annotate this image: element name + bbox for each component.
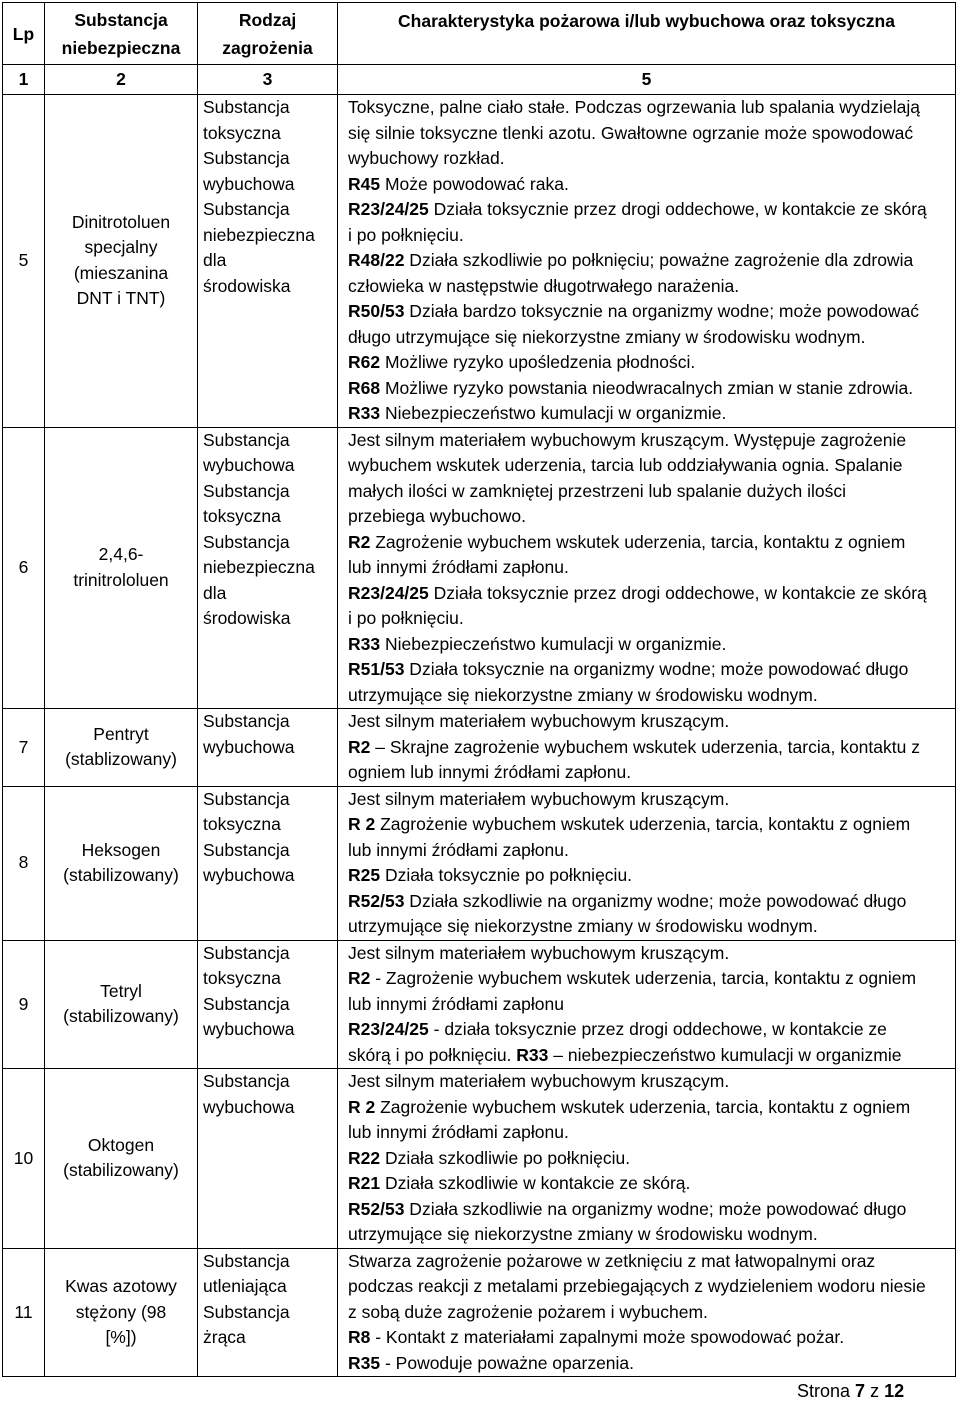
risk-phrase-code: R33 (516, 1044, 549, 1065)
description-text: – niebezpieczeństwo kumulacji w organizmie (548, 1044, 902, 1065)
description-line (348, 1325, 949, 1351)
description-line (348, 1351, 949, 1377)
footer-prefix: Strona (797, 1381, 856, 1401)
description-text: lub innymi źródłami zapłonu. (348, 1122, 569, 1142)
hazard-type-line: toksyczna (203, 968, 281, 988)
description-line (348, 1171, 949, 1197)
description-line (348, 657, 949, 683)
description-text: wybuchowy rozkład. (348, 148, 505, 168)
description-text: - działa toksycznie przez drogi oddechowe, w kontakcie ze (428, 1019, 887, 1039)
description-text: Działa szkodliwie na organizmy wodne; może powodować długo (404, 890, 907, 911)
description-line (348, 121, 949, 147)
description-text: Działa toksycznie przez drogi oddechowe, w kontakcie ze skórą (428, 199, 927, 219)
description-text: utrzymujące się niekorzystne zmiany w środowisku wodnym. (348, 1224, 818, 1244)
table-row (3, 786, 956, 940)
substance-name-line: Dinitrotoluen (71, 211, 171, 232)
description-text: Niebezpieczeństwo kumulacji w organizmie. (380, 403, 727, 423)
risk-phrase-code: R33 (348, 633, 381, 654)
table-body (3, 95, 956, 1377)
description-text: wybuchem wskutek uderzenia, tarcia lub oddziaływania ognia. Spalanie (348, 455, 903, 475)
description-text: małych ilości w zamkniętej przestrzeni lub spalanie dużych ilości (348, 480, 846, 501)
description-text: Zagrożenie wybuchem wskutek uderzenia, tarcia, kontaktu z ogniem (375, 814, 911, 834)
description-text: - Powoduje poważne oparzenia. (380, 1352, 635, 1373)
risk-phrase-code: R51/53 (348, 659, 405, 679)
description-text: i po połknięciu. (348, 608, 464, 628)
description-line (348, 632, 949, 658)
description-text: lub innymi źródłami zapłonu. (348, 557, 569, 577)
description-line (348, 606, 949, 632)
description-line (348, 248, 949, 274)
hazard-type-line: toksyczna (203, 814, 281, 834)
risk-phrase-code: R21 (348, 1173, 381, 1193)
substance-name (45, 427, 198, 709)
hazard-type-line: Substancja (203, 1250, 290, 1271)
hazard-type-line: Substancja (203, 148, 290, 168)
hazard-type-line: Substancja (203, 480, 290, 501)
description-line (348, 941, 949, 967)
description-text: Działa toksycznie po połknięciu. (380, 865, 633, 885)
colnum-1: 1 (3, 65, 45, 95)
risk-phrase-code: R50/53 (348, 301, 405, 321)
description-text: i po połknięciu. (348, 224, 464, 245)
hazard-type (198, 95, 338, 428)
description-text: się silnie toksyczne tlenki azotu. Gwałtowne ogrzanie może spowodować (348, 122, 914, 143)
hazard-type (198, 427, 338, 709)
description-line (348, 1017, 949, 1043)
hazard-type-line: Substancja (203, 1301, 290, 1322)
column-number-row (3, 65, 956, 95)
risk-phrase-code: R62 (348, 352, 381, 372)
substance-name-line: (stabilizowany) (63, 1006, 179, 1027)
header-lp: Lp (3, 3, 45, 65)
description-line (348, 760, 949, 786)
substance-name-line: specjalny (84, 237, 158, 258)
description-line (348, 735, 949, 761)
risk-phrase-code: R2 (348, 968, 371, 988)
row-number: 6 (3, 427, 45, 709)
hazard-type-line: Substancja (203, 1071, 290, 1091)
description-line (348, 504, 949, 530)
hazard-type-line: wybuchowa (203, 865, 295, 885)
table-row (3, 95, 956, 428)
description-text: Toksyczne, palne ciało stałe. Podczas ogrzewania lub spalania wydzielają (348, 97, 920, 117)
description-line (348, 299, 949, 325)
substance-name-line: Oktogen (87, 1134, 155, 1155)
description-text: – Skrajne zagrożenie wybuchem wskutek uderzenia, tarcia, kontaktu z (370, 736, 920, 757)
description-line (348, 1069, 949, 1095)
substance-name-line: (stabilizowany) (63, 1160, 179, 1181)
hazard-type (198, 940, 338, 1069)
row-number: 8 (3, 786, 45, 940)
risk-phrase-code: R2 (348, 531, 371, 552)
risk-phrase-code: R45 (348, 173, 381, 194)
table-row (3, 709, 956, 787)
substance-name-line: [%]) (105, 1327, 137, 1347)
description-line (348, 1146, 949, 1172)
risk-phrase-code: R23/24/25 (348, 1019, 429, 1039)
hazard-type-line: Substancja (203, 839, 290, 860)
risk-phrase-code: R 2 (348, 814, 376, 834)
risk-phrase-code: R2 (348, 736, 371, 757)
description-line (348, 1120, 949, 1146)
hazard-type-line: Substancja (203, 97, 290, 117)
description-text: utrzymujące się niekorzystne zmiany w środowisku wodnym. (348, 916, 818, 936)
description-text: utrzymujące się niekorzystne zmiany w środowisku wodnym. (348, 684, 818, 705)
description-line (348, 709, 949, 735)
description-line (348, 966, 949, 992)
risk-phrase-code: R35 (348, 1352, 381, 1373)
table-row (3, 940, 956, 1069)
hazard-type-line: toksyczna (203, 122, 281, 143)
hazard-description (338, 1069, 956, 1249)
risk-phrase-code: R23/24/25 (348, 199, 429, 219)
description-text: Jest silnym materiałem wybuchowym kruszącym. (348, 942, 730, 963)
colnum-5: 5 (338, 65, 956, 95)
hazard-type-line: Substancja (203, 711, 290, 731)
footer-mid: z (865, 1381, 885, 1401)
colnum-2: 2 (45, 65, 198, 95)
risk-phrase-code: R52/53 (348, 1198, 405, 1219)
substance-name-line: Heksogen (81, 839, 161, 860)
risk-phrase-code: R68 (348, 377, 381, 398)
description-line (348, 1300, 949, 1326)
substance-name (45, 940, 198, 1069)
header-row (3, 3, 956, 65)
description-line (348, 914, 949, 940)
substance-name-line: Kwas azotowy (65, 1276, 177, 1296)
substance-name (45, 95, 198, 428)
description-line (348, 274, 949, 300)
hazard-type-line: toksyczna (203, 506, 281, 526)
description-line (348, 1197, 949, 1223)
description-text: z sobą duże zagrożenie pożarem i wybuchem. (348, 1301, 708, 1322)
hazard-type-line: wybuchowa (203, 173, 295, 194)
row-number: 11 (3, 1248, 45, 1377)
hazard-description (338, 786, 956, 940)
description-text: ogniem lub innymi źródłami zapłonu. (348, 762, 632, 782)
description-line (348, 1095, 949, 1121)
header-substance: Substancja niebezpieczna (45, 3, 198, 65)
description-text: Działa szkodliwie na organizmy wodne; może powodować długo (404, 1198, 907, 1219)
description-text: Możliwe ryzyko powstania nieodwracalnych zmian w stanie zdrowia. (380, 377, 914, 398)
description-text: Działa bardzo toksycznie na organizmy wodne; może powodować (404, 301, 920, 321)
hazard-description (338, 1248, 956, 1377)
description-text: Działa szkodliwie w kontakcie ze skórą. (380, 1173, 691, 1193)
row-number: 10 (3, 1069, 45, 1249)
description-text: Jest silnym materiałem wybuchowym kruszącym. (348, 788, 730, 809)
header-hazard: Rodzaj zagrożenia (198, 3, 338, 65)
description-line (348, 838, 949, 864)
hazard-type-line: Substancja (203, 993, 290, 1014)
hazard-type-line: niebezpieczna (203, 224, 315, 245)
hazard-table (2, 2, 956, 1377)
hazard-type-line: niebezpieczna (203, 557, 315, 577)
description-line (348, 863, 949, 889)
risk-phrase-code: R8 (348, 1327, 371, 1347)
description-line (348, 325, 949, 351)
hazard-type-line: środowiska (203, 275, 291, 296)
hazard-description (338, 427, 956, 709)
substance-name (45, 786, 198, 940)
footer-page: 7 (855, 1381, 866, 1401)
hazard-type-line: wybuchowa (203, 736, 295, 757)
description-line (348, 889, 949, 915)
description-line (348, 1274, 949, 1300)
description-line (348, 1249, 949, 1275)
description-line (348, 172, 949, 198)
hazard-description (338, 940, 956, 1069)
description-text: Zagrożenie wybuchem wskutek uderzenia, tarcia, kontaktu z ogniem (375, 1096, 911, 1117)
table-row (3, 1248, 956, 1377)
row-number: 7 (3, 709, 45, 787)
hazard-type-line: Substancja (203, 942, 290, 963)
hazard-type-line: wybuchowa (203, 455, 295, 475)
risk-phrase-code: R25 (348, 865, 381, 885)
hazard-type-line: dla (203, 582, 227, 603)
hazard-type-line: Substancja (203, 199, 290, 219)
hazard-type (198, 786, 338, 940)
hazard-type-line: dla (203, 250, 227, 270)
description-text: Możliwe ryzyko upośledzenia płodności. (380, 352, 696, 372)
substance-name-line: DNT i TNT) (76, 288, 166, 309)
description-line (348, 197, 949, 223)
description-line (348, 376, 949, 402)
description-line (348, 401, 949, 427)
substance-name-line: (stabilizowany) (63, 865, 179, 885)
hazard-type-line: żrąca (203, 1327, 246, 1347)
row-number: 9 (3, 940, 45, 1069)
description-line (348, 428, 949, 454)
description-line (348, 146, 949, 172)
description-text: Działa toksycznie na organizmy wodne; może powodować długo (404, 659, 909, 679)
hazard-type-line: Substancja (203, 788, 290, 809)
description-text: - Kontakt z materiałami zapalnymi może spowodować pożar. (370, 1327, 845, 1347)
footer-total: 12 (884, 1381, 905, 1401)
description-text: lub innymi źródłami zapłonu (348, 993, 564, 1014)
hazard-type (198, 709, 338, 787)
row-number: 5 (3, 95, 45, 428)
description-line (348, 1043, 949, 1069)
description-text: Działa szkodliwie po połknięciu. (380, 1147, 631, 1168)
description-line (348, 453, 949, 479)
description-text: Jest silnym materiałem wybuchowym kruszącym. Występuje zagrożenie (348, 429, 907, 450)
description-text: Może powodować raka. (380, 173, 569, 194)
description-text: Działa szkodliwie po połknięciu; poważne zagrożenie dla zdrowia (404, 250, 914, 270)
substance-name-line: Pentryt (93, 723, 149, 744)
description-line (348, 581, 949, 607)
hazard-description (338, 709, 956, 787)
description-text: długo utrzymujące się niekorzystne zmiany w środowisku wodnym. (348, 326, 866, 347)
description-line (348, 683, 949, 709)
hazard-type-line: utleniająca (203, 1276, 287, 1296)
hazard-type-line: wybuchowa (203, 1096, 295, 1117)
substance-name-line: 2,4,6- (98, 544, 144, 565)
substance-name (45, 709, 198, 787)
description-text: Jest silnym materiałem wybuchowym kruszącym. (348, 1071, 730, 1091)
substance-name-line: Tetryl (100, 980, 142, 1001)
description-text: - Zagrożenie wybuchem wskutek uderzenia, tarcia, kontaktu z ogniem (370, 968, 917, 988)
risk-phrase-code: R23/24/25 (348, 582, 429, 603)
description-line (348, 992, 949, 1018)
risk-phrase-code: R52/53 (348, 890, 405, 911)
description-text: Niebezpieczeństwo kumulacji w organizmie. (380, 633, 727, 654)
substance-name (45, 1248, 198, 1377)
description-text: skórą i po połknięciu. (348, 1044, 517, 1065)
description-line (348, 787, 949, 813)
risk-phrase-code: R 2 (348, 1096, 376, 1117)
description-text: Zagrożenie wybuchem wskutek uderzenia, tarcia, kontaktu z ogniem (370, 531, 906, 552)
risk-phrase-code: R22 (348, 1147, 381, 1168)
description-line (348, 555, 949, 581)
description-line (348, 350, 949, 376)
description-line (348, 812, 949, 838)
hazard-type-line: Substancja (203, 429, 290, 450)
hazard-type (198, 1248, 338, 1377)
substance-name-line: (stablizowany) (65, 749, 177, 770)
description-text: lub innymi źródłami zapłonu. (348, 839, 569, 860)
description-line (348, 95, 949, 121)
page-footer (797, 1380, 904, 1402)
hazard-type-line: Substancja (203, 531, 290, 552)
hazard-type (198, 1069, 338, 1249)
hazard-type-line: wybuchowa (203, 1019, 295, 1039)
header-characteristics: Charakterystyka pożarowa i/lub wybuchowa oraz toksyczna (338, 3, 956, 65)
substance-name (45, 1069, 198, 1249)
hazard-description (338, 95, 956, 428)
description-text: człowieka w następstwie długotrwałego narażenia. (348, 275, 740, 296)
hazard-type-line: środowiska (203, 608, 291, 628)
table-row (3, 427, 956, 709)
risk-phrase-code: R33 (348, 403, 381, 423)
description-text: Jest silnym materiałem wybuchowym kruszącym. (348, 711, 730, 731)
colnum-3: 3 (198, 65, 338, 95)
description-line (348, 479, 949, 505)
substance-name-line: (mieszanina (73, 262, 169, 283)
description-text: podczas reakcji z metalami przebiegających z wydzieleniem wodoru niesie (348, 1276, 926, 1296)
description-line (348, 1222, 949, 1248)
risk-phrase-code: R48/22 (348, 250, 405, 270)
description-text: Stwarza zagrożenie pożarowe w zetknięciu z mat łatwopalnymi oraz (348, 1250, 876, 1271)
description-line (348, 530, 949, 556)
substance-name-line: stężony (98 (75, 1301, 167, 1322)
description-text: Działa toksycznie przez drogi oddechowe, w kontakcie ze skórą (428, 582, 927, 603)
description-line (348, 223, 949, 249)
substance-name-line: trinitrololuen (73, 569, 169, 590)
table-row (3, 1069, 956, 1249)
description-text: przebiega wybuchowo. (348, 506, 527, 526)
